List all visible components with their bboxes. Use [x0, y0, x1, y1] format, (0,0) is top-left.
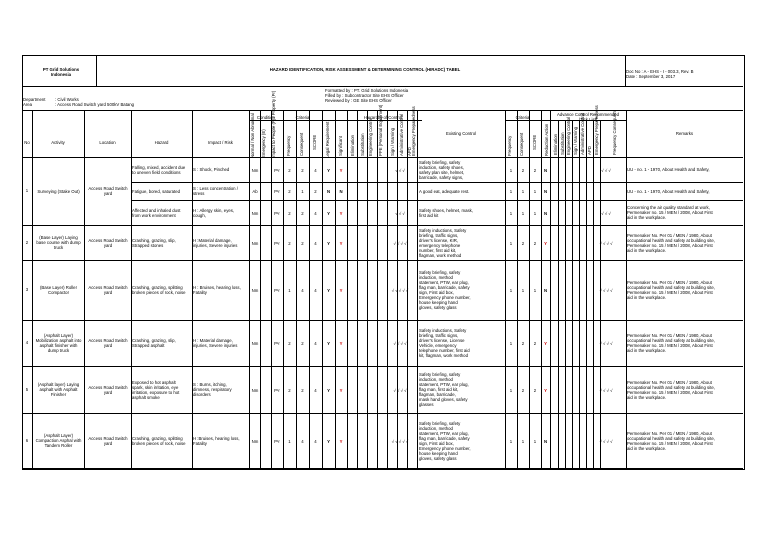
company-name: PT Grid Solutions Indonesia	[42, 67, 80, 77]
header-remarks: Remarks	[675, 131, 694, 136]
significant-cell: Y	[339, 341, 343, 346]
header-frequency: Frequency	[286, 135, 291, 156]
impact-cell: S : Burns, itching, dimness, respiratory disorders	[193, 382, 232, 397]
frequency-cell: 2	[288, 167, 291, 173]
existing-control-cell: Safety shoes, helmet, mask, first aid kit	[419, 207, 473, 218]
grid-row-line	[131, 200, 743, 201]
row-number: 1	[25, 188, 29, 193]
impact-cell: H : Bruises, hearing loss, Fatality	[193, 285, 241, 295]
consequent-cell: 2	[301, 240, 304, 246]
advance-ticks: √ √ √ √	[599, 438, 613, 444]
header-apd: APD	[407, 147, 412, 156]
header-advance-col: Frequency Consequent	[612, 110, 617, 155]
frequency-cell: 2	[288, 210, 291, 216]
grid-col-line	[558, 120, 559, 468]
consequent-cell: 2	[301, 210, 304, 216]
hierarchy-ticks: √ √ √ √	[393, 387, 407, 393]
people-property-cell: P¹r	[274, 240, 280, 246]
header-activity: Activity	[51, 140, 65, 145]
frequency-cell: 1	[288, 438, 291, 444]
header-advance-col: Administrative Control	[580, 112, 585, 155]
header-advance-control: Advance Control Recommended (Tick List)	[556, 112, 620, 122]
hazard-cell: Fatigue, bored, saturated	[132, 188, 181, 194]
normal-cell: Nm	[251, 341, 259, 346]
significant-cell: Y	[339, 387, 343, 393]
people-property-cell: P¹r	[274, 167, 280, 173]
header-location: Location	[99, 140, 116, 145]
header-condition: Condition	[256, 115, 276, 120]
location-cell: Access Road Switch yard	[88, 237, 128, 248]
advance-ticks: √ √ √	[601, 210, 611, 216]
grid-col-line	[565, 120, 566, 468]
score-2-cell: 1	[533, 438, 537, 444]
score-2-cell: 1	[533, 189, 537, 194]
legal-cell: Y	[327, 210, 330, 216]
grid-col-line	[357, 110, 358, 468]
frequency-cell: 2	[288, 189, 291, 194]
score-cell: 4	[314, 341, 317, 346]
activity-cell: (Asphalt Layer) Compaction Asphal with Tandem Roller	[35, 433, 82, 448]
grid-row-line	[22, 413, 743, 414]
header-advance-col: Substitution	[560, 132, 565, 155]
score-2-cell: 2	[533, 341, 537, 346]
significant-cell: Y	[339, 167, 343, 173]
normal-cell: Ab	[252, 189, 258, 194]
header-ppe: PPE (Personal Equipment)	[378, 104, 383, 156]
legal-cell: Y	[327, 288, 330, 293]
header-advance-col: Sign / Warning	[573, 126, 578, 155]
reduction-cell: Y	[544, 341, 547, 346]
row-number: 5	[25, 386, 29, 392]
advance-ticks: √ √ √ √	[599, 240, 613, 246]
header-emergency-prep: Emergency Preparedness	[411, 106, 416, 156]
score-2-cell: 2	[533, 387, 537, 393]
header-existing-control: Existing Control	[445, 131, 477, 136]
existing-control-cell: Safety inductions, Safety briefing, traffic signs, driver's license, KIR, emergency telephone number, first aid kit, flagman, work method	[419, 227, 467, 258]
header-advance-col: Emergency Preparedness	[594, 105, 599, 155]
frequency-2-cell: 1	[509, 189, 513, 194]
hierarchy-ticks: √ √ √ √	[393, 240, 407, 246]
reduction-cell: Y	[544, 240, 547, 246]
consequent-2-cell: 1	[521, 189, 525, 194]
header-legal: Legal Requirement	[325, 121, 330, 158]
people-property-cell: P¹r	[274, 438, 280, 444]
existing-control-cell: Safety briefing, safety induction, safety shoes, safety plan site, helmet, barricade, safety signs,	[419, 159, 465, 180]
score-cell: 4	[314, 438, 317, 444]
score-cell: 4	[314, 167, 317, 173]
location-cell: Access Road Switch yard	[88, 285, 128, 295]
score-2-cell: 1	[533, 210, 537, 216]
grid-col-line	[550, 110, 551, 468]
grid-row-line	[22, 225, 743, 226]
people-property-cell: P¹r	[274, 210, 280, 216]
remarks-cell: Permenaker No. Per 01 / MEN / 1980, About occupational health and safety at building site, Permenaker no. 15 / MEN / 2008, About First aid in the workplace.	[627, 379, 715, 400]
grid-row-line	[550, 120, 626, 121]
significant-cell: Y	[339, 288, 343, 293]
normal-cell: Nm	[251, 167, 259, 173]
header-significant: Significant	[338, 136, 343, 156]
remarks-cell: Permenaker No. Per 01 / MEN / 1980, About occupational health and safety at building site, Permenaker no. 15 / MEN / 2008, About First aid in the workplace.	[627, 430, 715, 451]
frequency-2-cell: 1	[509, 167, 513, 173]
header-impact-to: Impact to People (P) / Property (Pr)	[271, 90, 276, 158]
header-score: SCORE	[312, 134, 317, 150]
frequency-2-cell: 1	[509, 240, 513, 246]
frequency-2-cell: 1	[509, 210, 513, 216]
consequent-2-cell: 2	[521, 240, 525, 246]
hierarchy-ticks: √ √ √	[395, 167, 405, 173]
header-advance-col: Engineering Control	[566, 117, 571, 155]
document-info: Doc No : A - EHS - I - 003.3, Rev. B Date : September 3, 2017	[626, 69, 694, 79]
hierarchy-ticks: √ √ √ √	[393, 341, 407, 346]
reduction-cell: N	[543, 438, 548, 444]
consequent-cell: 2	[301, 341, 304, 346]
header-advance-col: Elimination	[553, 133, 558, 155]
header-reduction: Reduction Action	[544, 123, 549, 156]
consequent-2-cell: 2	[521, 167, 525, 173]
header-substitution: Substitution	[360, 133, 365, 156]
hazard-cell: Affected and inhaled dust from work environment	[132, 207, 181, 218]
grid-row-line	[131, 182, 743, 183]
consequent-2-cell: 2	[521, 387, 525, 393]
grid-row-line	[22, 468, 743, 469]
legal-cell: Y	[327, 387, 330, 393]
activity-cell: (Asphalt layer) Laying asphalt with Asphalt Finisher	[37, 382, 80, 397]
remarks-cell: UU - no. 1 - 1970, About Health and Safety,	[627, 167, 710, 172]
hazard-cell: Crashing, grazing, splitting broken pieces of rock, noise	[132, 435, 186, 446]
remarks-cell: Permenaker No. Per 01 / MEN / 1980, About occupational health and safety at building site, Permenaker no. 15 / MEN / 2008, About First aid in the workplace.	[627, 232, 715, 253]
normal-cell: Nm	[251, 438, 259, 444]
hierarchy-ticks: √ √ √ √ √	[391, 288, 409, 293]
grid-col-line	[572, 120, 573, 468]
grid-col-line	[625, 55, 626, 86]
frequency-2-cell: 1	[509, 288, 513, 293]
row-number: 4	[25, 340, 29, 345]
impact-cell: S : Shock, Pinched	[193, 167, 230, 172]
reduction-cell: N	[543, 210, 548, 216]
location-cell: Access Road Switch yard	[88, 338, 128, 348]
advance-ticks: √ √ √ √	[599, 341, 613, 346]
header-consequent-2: Consequent	[519, 132, 524, 156]
people-property-cell: P¹r	[274, 387, 280, 393]
impact-cell: H : Allergy skin, eyes, cough,	[193, 207, 235, 218]
legal-cell: Y	[327, 438, 330, 444]
header-frequency-2: Frequency	[507, 135, 512, 156]
header-admin: Administrative Control	[399, 113, 404, 156]
formatted-by: Formatted by : PT. Grid Solutions Indonesia Filled by : Subcontractor Site EHS Officer Reviewed by : GE Site EHS Officer	[325, 88, 409, 103]
score-2-cell: 2	[533, 167, 537, 173]
normal-cell: Nm	[251, 288, 259, 293]
reduction-cell: Y	[544, 387, 547, 393]
frequency-2-cell: 1	[509, 341, 513, 346]
consequent-cell: 2	[301, 387, 304, 393]
location-cell: Access Road Switch yard	[88, 435, 128, 446]
grid-row-line	[22, 366, 743, 367]
legal-cell: Y	[327, 167, 330, 173]
document-title: HAZARD IDENTIFICATION, RISK ASSESSMENT & DETERMINING CONTROL (HIRADC) TABEL	[269, 67, 461, 72]
existing-control-cell: Safety briefing, safety induction, method statement, PTW, ear plug, flag man, barricade, safety sign, First aid box, Emergency phone number, house keeping hand gloves, safety glass	[419, 270, 471, 310]
significant-cell: Y	[339, 240, 343, 246]
activity-cell: (Asphalt Layer) Mobilization asphalt into asphalt finisher with dump truck	[35, 333, 82, 353]
consequent-2-cell: 2	[521, 341, 525, 346]
consequent-cell: 4	[301, 288, 304, 293]
header-advance-col: APD	[587, 146, 592, 155]
hazard-cell: Crashing, grazing, slip, Strapped stones	[132, 237, 176, 248]
row-number: 3	[25, 287, 29, 292]
existing-control-cell: Safety briefing, safety induction, method statement, PTW, ear plug, flag man, barricade, safety sign, First aid box, Emergency phone number, house keeping hand gloves, safety glass	[419, 420, 471, 461]
normal-cell: Nm	[251, 387, 259, 393]
header-engineering: Engineering Control	[368, 118, 373, 156]
grid-col-line	[96, 55, 97, 86]
header-hazard: Hazard	[154, 140, 169, 145]
score-2-cell: 1	[533, 288, 537, 293]
grid-row-line	[22, 320, 743, 321]
activity-cell: (Base Layer) Laying base course with dump truck	[36, 235, 81, 250]
header-consequent: Consequent	[299, 132, 304, 156]
consequent-2-cell: 1	[521, 438, 525, 444]
remarks-cell: Concerning the air quality standard at work, Permenaker no. 15 / MEN / 2008, About First aid in the workplace.	[627, 205, 713, 220]
existing-control-cell: A good eat, adequate rest.	[419, 188, 470, 194]
header-score-2: SCORE	[532, 134, 537, 150]
grid-col-line	[377, 110, 378, 468]
hazard-cell: Crashing, grazing, slip, Strapped asphalt	[132, 338, 176, 348]
header-elimination: Elimination	[350, 134, 355, 156]
significant-cell: Y	[339, 438, 343, 444]
legal-cell: Y	[327, 341, 330, 346]
hazard-cell: Exposed to hot asphalt spark, skin irritation, eye irritation, exposure to hot asphalt smoke	[132, 379, 180, 400]
activity-cell: (Base Layer) Roller Compactor	[39, 285, 77, 295]
header-impact: Impact / Risk	[208, 140, 233, 145]
grid-col-line	[347, 110, 348, 468]
department-label: Department Area	[23, 97, 46, 107]
score-cell: 4	[314, 288, 317, 293]
grid-row-line	[22, 86, 743, 87]
impact-cell: H :Bruises, hearing loss, Fatality	[193, 435, 240, 446]
impact-cell: H : Material damage, injuries, Severe injuries	[193, 338, 238, 348]
frequency-cell: 2	[288, 240, 291, 246]
consequent-cell: 2	[301, 167, 304, 173]
frequency-2-cell: 1	[509, 387, 513, 393]
grid-col-line	[579, 120, 580, 468]
existing-control-cell: Safety inductions, Safety briefing, traffic signs, driver's license, License Vehicle, emergency telephone number, first aid kit, flagman, work method	[419, 328, 470, 358]
normal-cell: Nm	[251, 210, 259, 216]
row-number: 2	[25, 239, 29, 245]
score-cell: 4	[314, 210, 317, 216]
remarks-cell: UU - no. 1 - 1970, About Health and Safety,	[627, 188, 710, 194]
frequency-cell: 2	[288, 387, 291, 393]
advance-ticks: √ √ √ √	[599, 387, 613, 393]
reduction-cell: N	[543, 189, 548, 194]
people-property-cell: P¹r	[274, 341, 280, 346]
score-cell: 4	[314, 387, 317, 393]
consequent-cell: 4	[301, 438, 304, 444]
frequency-cell: 2	[288, 341, 291, 346]
advance-ticks: √ √ √	[601, 167, 611, 173]
frequency-cell: 1	[288, 288, 291, 293]
remarks-cell: Permenaker No. Per 01 / MEN / 1980, About occupational health and safety at building site, Permenaker no. 15 / MEN / 2008, About First aid in the workplace.	[627, 280, 715, 300]
hazard-cell: Crashing, grazing, splitting broken pieces of rock, noise	[132, 285, 186, 295]
location-cell: Access Road Switch yard	[88, 384, 128, 395]
legal-cell: N	[326, 189, 331, 194]
hierarchy-ticks: √ √ √	[395, 210, 405, 216]
header-sign: Sign / Warning	[390, 127, 395, 156]
grid-row-line	[505, 120, 550, 121]
remarks-cell: Permenaker No. Per 01 / MEN / 1980, About occupational health and safety at building site, Permenaker no. 15 / MEN / 2008, About First aid in the workplace.	[627, 333, 715, 353]
grid-col-line	[367, 110, 368, 468]
people-property-cell: P¹r	[274, 288, 280, 293]
grid-col-line	[260, 110, 261, 468]
location-cell: Access Road Switch yard	[88, 186, 128, 196]
normal-cell: Nm	[251, 240, 259, 246]
header-no: No	[24, 140, 30, 145]
score-2-cell: 2	[533, 240, 537, 246]
consequent-2-cell: 1	[521, 288, 525, 293]
advance-ticks: √ √ √ √	[599, 288, 613, 293]
people-property-cell: P¹r	[274, 189, 280, 194]
header-criteria-2: Criteria	[515, 115, 530, 120]
row-number: 6	[25, 437, 29, 443]
hierarchy-ticks: √ √ √ √ √	[391, 438, 409, 444]
header-normal: Normal / Non Abnormal	[250, 113, 255, 158]
activity-cell: Surveying (Stake Out)	[37, 188, 80, 194]
score-cell: 4	[314, 240, 317, 246]
consequent-cell: 1	[301, 189, 304, 194]
reduction-cell: N	[543, 167, 548, 173]
significant-cell: N	[339, 189, 343, 194]
frequency-2-cell: 1	[509, 438, 513, 444]
score-cell: 2	[314, 189, 317, 194]
significant-cell: Y	[339, 210, 343, 216]
department-value: : Civil Works : Access Road Switch yard 500kV Batang	[55, 97, 135, 107]
header-emergency: Emergency (E)	[261, 129, 266, 158]
consequent-2-cell: 1	[521, 210, 525, 216]
grid-row-line	[22, 260, 743, 261]
impact-cell: H :Material damage, injuries, Severe injuries	[193, 237, 238, 248]
hazard-cell: Falling, mixed, accident due to uneven field conditions	[132, 164, 186, 175]
header-criteria: Criteria	[295, 115, 310, 120]
legal-cell: Y	[327, 240, 330, 246]
header-hierarchy: Hierarchy of Control	[363, 115, 403, 120]
reduction-cell: N	[543, 288, 548, 293]
impact-cell: S : Less concentration / stress	[193, 186, 238, 196]
existing-control-cell: Safety briefing, safety induction, method statement, PTW, ear plug, flag man, first aid kit, flagman, barricade, mask hand gloves, safety glasses	[419, 372, 469, 407]
